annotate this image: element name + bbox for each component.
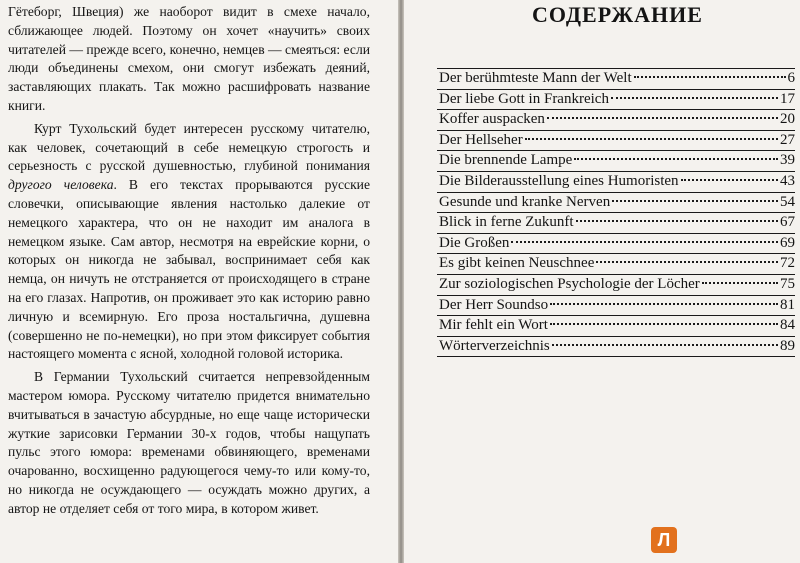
left-page [0, 0, 398, 563]
toc-entry-page: 69 [780, 234, 795, 251]
toc-entry-title: Es gibt keinen Neuschnee [439, 255, 595, 272]
toc-title: СОДЕРЖАНИЕ [532, 2, 703, 27]
left-page-text [8, 3, 370, 519]
toc-row [437, 131, 795, 152]
toc-row [437, 151, 795, 172]
toc-entry-title: Die brennende Lampe [439, 152, 573, 169]
toc-entry-page: 89 [780, 337, 795, 354]
toc-leader-dots [511, 240, 778, 243]
toc-row [437, 213, 795, 234]
paragraph-2-end: . В его текстах прорываются русские словечки, описывающие явления настолько далекие от немецкого характера, что он не находит им аналога в немецком языке. Сам автор, несмотря на еврейские корни, о которых он никогда не забывал, воспринимает себя как немца, он ничуть не отстраняется от происходящего в стране на его глазах. Напротив, он проживает это как историю равно личную и всемирную. Его проза ностальгична, душевна (совершенно не по-немецки), но при этом фиксирует события настоящего момента с ясной, холодной головой историка. [8, 177, 370, 362]
toc-row [437, 69, 795, 90]
toc-row [437, 90, 795, 111]
toc-entry-page: 43 [780, 172, 795, 189]
toc-leader-dots [550, 302, 778, 305]
toc-entry-page: 84 [780, 317, 795, 334]
toc-entry-title: Mir fehlt ein Wort [439, 317, 548, 334]
toc-entry-title: Wörterverzeichnis [439, 337, 550, 354]
toc-row [437, 337, 795, 358]
table-of-contents [437, 68, 795, 357]
toc-leader-dots [702, 281, 778, 284]
toc-entry-title: Der Hellseher [439, 131, 523, 148]
paragraph-2-start: Курт Тухольский будет интересен русскому читателю, как человек, сочетающий в себе немецкую строгость и серьезность с русской душевностью, глубиной понимания [8, 120, 370, 174]
toc-entry-page: 75 [780, 275, 795, 292]
toc-entry-page: 67 [780, 214, 795, 231]
toc-leader-dots [547, 116, 778, 119]
toc-row [437, 172, 795, 193]
paragraph-2 [8, 120, 370, 364]
toc-row [437, 110, 795, 131]
toc-leader-dots [550, 322, 778, 325]
toc-entry-page: 54 [780, 193, 795, 210]
paragraph-2-italic: другого человека [8, 177, 114, 193]
toc-entry-title: Der Herr Soundso [439, 296, 549, 313]
toc-leader-dots [576, 219, 778, 222]
toc-leader-dots [574, 157, 778, 160]
toc-row [437, 296, 795, 317]
toc-row [437, 316, 795, 337]
toc-entry-page: 6 [787, 70, 795, 86]
toc-entry-page: 27 [780, 131, 795, 148]
toc-entry-title: Blick in ferne Zukunft [439, 214, 574, 231]
toc-entry-page: 39 [780, 152, 795, 169]
paragraph-1: Гётеборг, Швеция) же наоборот видит в смехе начало, сближающее людей. Поэтому он хочет «научить» своих читателей — прежде всего, конечно, немцев — смеяться: если люди объединены смехом, они смогут избежать деяний, заставляющих плакать. Так можно расшифровать название книги. [8, 4, 371, 113]
toc-entry-title: Die Großen [439, 234, 510, 251]
toc-entry-title: Der berühmteste Mann der Welt [439, 70, 632, 86]
toc-entry-title: Der liebe Gott in Frankreich [439, 90, 609, 107]
toc-row [437, 275, 795, 296]
toc-leader-dots [611, 96, 778, 99]
toc-leader-dots [596, 260, 778, 263]
toc-entry-page: 17 [780, 90, 795, 107]
toc-leader-dots [681, 178, 778, 181]
toc-entry-page: 72 [780, 255, 795, 272]
toc-row [437, 234, 795, 255]
toc-entry-title: Die Bilderausstellung eines Humoristen [439, 172, 679, 189]
watermark-logo: Л [651, 527, 677, 553]
toc-entry-page: 81 [780, 296, 795, 313]
toc-row [437, 254, 795, 275]
toc-leader-dots [634, 75, 786, 78]
toc-row [437, 193, 795, 214]
toc-entry-title: Koffer auspacken [439, 111, 545, 128]
toc-entry-title: Zur soziologischen Psychologie der Löcher [439, 275, 700, 292]
toc-entry-page: 20 [780, 111, 795, 128]
toc-entry-title: Gesunde und kranke Nerven [439, 193, 611, 210]
toc-leader-dots [552, 343, 778, 346]
toc-leader-dots [612, 199, 778, 202]
paragraph-3: В Германии Тухольский считается непревзойденным мастером юмора. Русскому читателю придется внимательно вчитываться в зачастую абсурдные, но еще чаще исторически жуткие зарисовки Германии 30-х годов, чтобы нащупать пульс этого юмора: временами обвиняющего, временами очарованно, восхищенно радующегося чему-то или кому-то, но никогда не осуждающего — осуждать можно других, а автор не отделяет себя от того мира, в котором живет. [8, 369, 370, 516]
toc-leader-dots [525, 137, 778, 140]
